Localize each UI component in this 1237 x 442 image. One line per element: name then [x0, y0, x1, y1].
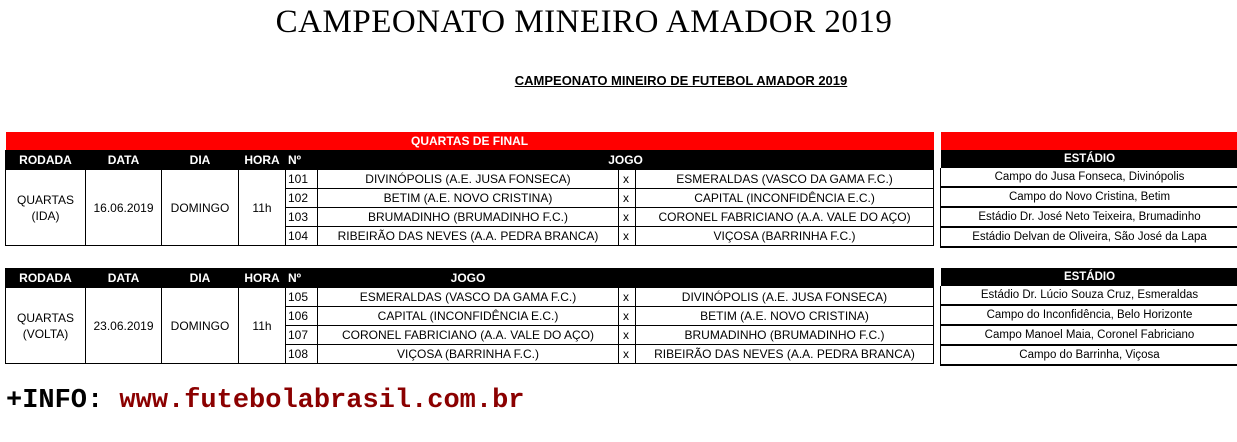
volta-data: 23.06.2019	[86, 288, 162, 364]
stadium-cell: Campo do Inconfidência, Belo Horizonte	[941, 305, 1237, 325]
header-blank	[636, 269, 934, 288]
home-team: VIÇOSA (BARRINHA F.C.)	[318, 345, 619, 364]
header-data: DATA	[86, 269, 162, 288]
volta-hora: 11h	[239, 288, 286, 364]
away-team: BRUMADINHO (BRUMADINHO F.C.)	[636, 326, 934, 345]
versus: x	[619, 208, 636, 227]
versus: x	[619, 345, 636, 364]
header-hora: HORA	[239, 269, 286, 288]
table-row	[6, 170, 934, 189]
game-num: 105	[286, 288, 318, 307]
header-jogo: JOGO	[318, 151, 934, 170]
game-num: 102	[286, 189, 318, 208]
stadium-cell: Campo Manoel Maia, Coronel Fabriciano	[941, 325, 1237, 345]
volta-rodada	[6, 288, 86, 364]
versus: x	[619, 307, 636, 326]
volta-dia: DOMINGO	[162, 288, 239, 364]
away-team: RIBEIRÃO DAS NEVES (A.A. PEDRA BRANCA)	[636, 345, 934, 364]
header-num: Nº	[286, 269, 318, 288]
stadium-cell: Estádio Dr. Lúcio Souza Cruz, Esmeraldas	[941, 286, 1237, 305]
ida-header-row	[6, 151, 934, 170]
info-footer	[6, 386, 525, 416]
home-team: RIBEIRÃO DAS NEVES (A.A. PEDRA BRANCA)	[318, 227, 619, 246]
ida-data: 16.06.2019	[86, 170, 162, 246]
game-num: 101	[286, 170, 318, 189]
header-rodada: RODADA	[6, 269, 86, 288]
versus: x	[619, 326, 636, 345]
stadium-cell: Campo do Barrinha, Viçosa	[941, 345, 1237, 365]
volta-games-table	[5, 268, 934, 364]
away-team: VIÇOSA (BARRINHA F.C.)	[636, 227, 934, 246]
home-team: BETIM (A.E. NOVO CRISTINA)	[318, 189, 619, 208]
away-team: CORONEL FABRICIANO (A.A. VALE DO AÇO)	[636, 208, 934, 227]
versus: x	[619, 227, 636, 246]
rodada-line1: QUARTAS	[17, 192, 74, 207]
volta-header-row	[6, 269, 934, 288]
ida-dia: DOMINGO	[162, 170, 239, 246]
header-hora: HORA	[239, 151, 286, 170]
game-num: 103	[286, 208, 318, 227]
rodada-line2: (VOLTA)	[22, 326, 69, 341]
stadium-cell: Campo do Novo Cristina, Betim	[941, 187, 1237, 207]
rodada-line2: (IDA)	[31, 208, 60, 223]
website-link[interactable]: www.futebolabrasil.com.br	[119, 386, 525, 416]
away-team: ESMERALDAS (VASCO DA GAMA F.C.)	[636, 170, 934, 189]
page-title: CAMPEONATO MINEIRO AMADOR 2019	[275, 4, 893, 40]
versus: x	[619, 170, 636, 189]
header-data: DATA	[86, 151, 162, 170]
header-num: Nº	[286, 151, 318, 170]
home-team: CORONEL FABRICIANO (A.A. VALE DO AÇO)	[318, 326, 619, 345]
phase-label: QUARTAS DE FINAL	[6, 132, 934, 151]
home-team: ESMERALDAS (VASCO DA GAMA F.C.)	[318, 288, 619, 307]
game-num: 108	[286, 345, 318, 364]
header-rodada: RODADA	[6, 151, 86, 170]
away-team: CAPITAL (INCONFIDÊNCIA E.C.)	[636, 189, 934, 208]
away-team: BETIM (A.E. NOVO CRISTINA)	[636, 307, 934, 326]
rodada-line1: QUARTAS	[17, 310, 74, 325]
ida-stadium-table	[940, 132, 1237, 248]
header-estadio: ESTÁDIO	[941, 268, 1237, 286]
header-dia: DIA	[162, 269, 239, 288]
game-num: 104	[286, 227, 318, 246]
versus: x	[619, 288, 636, 307]
header-jogo: JOGO	[318, 269, 619, 288]
volta-stadium-table	[940, 268, 1237, 366]
info-label: +INFO:	[6, 386, 120, 416]
home-team: BRUMADINHO (BRUMADINHO F.C.)	[318, 208, 619, 227]
ida-games-table	[5, 132, 934, 246]
home-team: DIVINÓPOLIS (A.E. JUSA FONSECA)	[318, 170, 619, 189]
stadium-red-bar	[941, 132, 1237, 150]
header-dia: DIA	[162, 151, 239, 170]
ida-hora: 11h	[239, 170, 286, 246]
stadium-cell: Estádio Delvan de Oliveira, São José da Lapa	[941, 227, 1237, 247]
ida-rodada	[6, 170, 86, 246]
stadium-cell: Estádio Dr. José Neto Teixeira, Brumadinho	[941, 207, 1237, 227]
versus: x	[619, 189, 636, 208]
game-num: 107	[286, 326, 318, 345]
away-team: DIVINÓPOLIS (A.E. JUSA FONSECA)	[636, 288, 934, 307]
header-blank	[619, 269, 636, 288]
page-subtitle: CAMPEONATO MINEIRO DE FUTEBOL AMADOR 2019	[514, 73, 848, 88]
stadium-cell: Campo do Jusa Fonseca, Divinópolis	[941, 168, 1237, 187]
table-row	[6, 288, 934, 307]
header-estadio: ESTÁDIO	[941, 150, 1237, 168]
home-team: CAPITAL (INCONFIDÊNCIA E.C.)	[318, 307, 619, 326]
game-num: 106	[286, 307, 318, 326]
